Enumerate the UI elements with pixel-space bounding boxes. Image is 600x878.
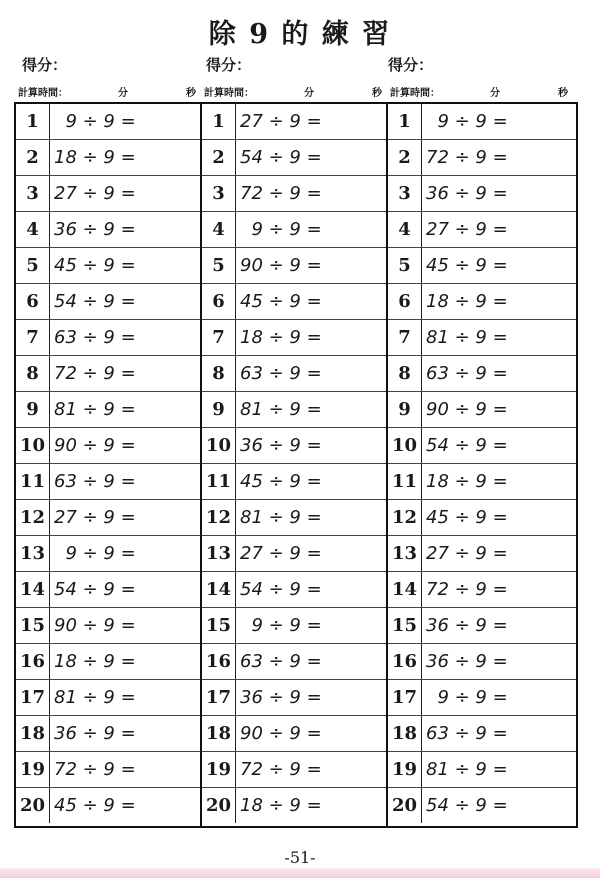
problem-text: 36 ÷ 9 =: [54, 723, 136, 744]
problem-number: 6: [202, 284, 236, 319]
problem-row: [202, 464, 386, 500]
seconds-label-3: 秒: [558, 88, 568, 99]
problem-text: 54 ÷ 9 =: [426, 795, 508, 816]
problem-row: [388, 284, 576, 320]
problem-text: 54 ÷ 9 =: [240, 147, 322, 168]
problem-number: 7: [16, 320, 50, 355]
problem-number: 17: [202, 680, 236, 715]
problem-number: 9: [388, 392, 422, 427]
problem-number: 5: [202, 248, 236, 283]
problem-text: 63 ÷ 9 =: [240, 651, 322, 672]
score-row: [22, 54, 582, 78]
problem-row: [388, 392, 576, 428]
problem-row: [16, 500, 200, 536]
problem-row: [202, 176, 386, 212]
problem-text: 36 ÷ 9 =: [240, 687, 322, 708]
problem-number: 16: [202, 644, 236, 679]
problem-row: [202, 572, 386, 608]
problem-number: 15: [16, 608, 50, 643]
problem-text: 72 ÷ 9 =: [54, 759, 136, 780]
page-number: -51-: [284, 848, 316, 867]
problem-number: 12: [16, 500, 50, 535]
problem-text: 45 ÷ 9 =: [426, 255, 508, 276]
problem-text: 90 ÷ 9 =: [54, 615, 136, 636]
problem-number: 4: [202, 212, 236, 247]
problem-number: 1: [388, 104, 422, 139]
problem-row: [388, 500, 576, 536]
problem-column: [388, 104, 576, 826]
problem-number: 15: [202, 608, 236, 643]
problem-number: 6: [388, 284, 422, 319]
problem-text: 45 ÷ 9 =: [54, 255, 136, 276]
problem-text: 18 ÷ 9 =: [240, 327, 322, 348]
problem-row: [202, 140, 386, 176]
problem-number: 20: [16, 788, 50, 823]
minutes-label-3: 分: [490, 88, 500, 99]
time-label-1: 計算時間：: [18, 88, 68, 99]
problem-row: [16, 788, 200, 826]
problem-row: [388, 356, 576, 392]
problem-number: 10: [388, 428, 422, 463]
problem-text: 45 ÷ 9 =: [54, 795, 136, 816]
problem-row: [16, 104, 200, 140]
time-label-3: 計算時間：: [390, 88, 440, 99]
problem-text: 90 ÷ 9 =: [426, 399, 508, 420]
problem-number: 2: [202, 140, 236, 175]
problem-number: 9: [202, 392, 236, 427]
problem-text: 63 ÷ 9 =: [240, 363, 322, 384]
problem-row: [16, 644, 200, 680]
problem-text: 81 ÷ 9 =: [240, 399, 322, 420]
title-text: 除 9 的 練 習: [208, 19, 392, 50]
problem-text: 63 ÷ 9 =: [54, 327, 136, 348]
problem-row: [202, 644, 386, 680]
problem-row: [16, 356, 200, 392]
problem-number: 8: [16, 356, 50, 391]
problem-row: [388, 176, 576, 212]
problem-number: 12: [202, 500, 236, 535]
problem-row: [388, 248, 576, 284]
problem-number: 4: [388, 212, 422, 247]
problem-text: 36 ÷ 9 =: [426, 615, 508, 636]
problem-text: 63 ÷ 9 =: [54, 471, 136, 492]
problem-number: 7: [388, 320, 422, 355]
problem-text: 9 ÷ 9 =: [240, 615, 322, 636]
problem-number: 12: [388, 500, 422, 535]
seconds-label-1: 秒: [186, 88, 196, 99]
problem-text: 54 ÷ 9 =: [54, 291, 136, 312]
problem-row: [16, 716, 200, 752]
problem-text: 90 ÷ 9 =: [240, 255, 322, 276]
problem-text: 27 ÷ 9 =: [54, 507, 136, 528]
problem-row: [16, 248, 200, 284]
problem-number: 16: [16, 644, 50, 679]
problem-number: 7: [202, 320, 236, 355]
problem-number: 18: [202, 716, 236, 751]
problem-number: 8: [202, 356, 236, 391]
time-block-3: [390, 84, 568, 99]
problem-text: 27 ÷ 9 =: [54, 183, 136, 204]
problem-text: 36 ÷ 9 =: [426, 651, 508, 672]
problem-number: 16: [388, 644, 422, 679]
problem-text: 36 ÷ 9 =: [54, 219, 136, 240]
problem-text: 72 ÷ 9 =: [426, 147, 508, 168]
problem-row: [388, 752, 576, 788]
problem-number: 3: [388, 176, 422, 211]
problem-row: [388, 572, 576, 608]
problem-text: 81 ÷ 9 =: [426, 759, 508, 780]
problem-column: [16, 104, 202, 826]
problem-row: [388, 536, 576, 572]
problem-text: 18 ÷ 9 =: [54, 651, 136, 672]
problem-number: 5: [388, 248, 422, 283]
problem-number: 20: [388, 788, 422, 823]
problem-text: 72 ÷ 9 =: [426, 579, 508, 600]
problem-number: 14: [202, 572, 236, 607]
problem-number: 14: [388, 572, 422, 607]
problem-text: 54 ÷ 9 =: [426, 435, 508, 456]
problem-text: 18 ÷ 9 =: [54, 147, 136, 168]
problem-number: 11: [16, 464, 50, 499]
problem-number: 19: [388, 752, 422, 787]
problem-number: 10: [202, 428, 236, 463]
score-label-2: 得分：: [206, 56, 252, 74]
problem-text: 63 ÷ 9 =: [426, 363, 508, 384]
problem-text: 9 ÷ 9 =: [54, 111, 136, 132]
problem-text: 45 ÷ 9 =: [426, 507, 508, 528]
problem-text: 36 ÷ 9 =: [426, 183, 508, 204]
problem-row: [202, 356, 386, 392]
problem-row: [388, 104, 576, 140]
problem-row: [202, 284, 386, 320]
problem-row: [388, 608, 576, 644]
problem-column: [202, 104, 388, 826]
problem-text: 90 ÷ 9 =: [54, 435, 136, 456]
problem-number: 15: [388, 608, 422, 643]
problem-text: 54 ÷ 9 =: [54, 579, 136, 600]
problem-row: [202, 536, 386, 572]
problem-number: 9: [16, 392, 50, 427]
problem-row: [16, 176, 200, 212]
problem-number: 11: [388, 464, 422, 499]
problem-row: [388, 140, 576, 176]
problem-text: 9 ÷ 9 =: [240, 219, 322, 240]
problem-number: 14: [16, 572, 50, 607]
problem-row: [16, 392, 200, 428]
problem-text: 81 ÷ 9 =: [240, 507, 322, 528]
problem-text: 81 ÷ 9 =: [426, 327, 508, 348]
problem-text: 9 ÷ 9 =: [426, 687, 508, 708]
minutes-label-2: 分: [304, 88, 314, 99]
problem-number: 18: [388, 716, 422, 751]
problem-text: 18 ÷ 9 =: [240, 795, 322, 816]
problem-row: [202, 428, 386, 464]
problem-row: [202, 212, 386, 248]
problem-number: 8: [388, 356, 422, 391]
problem-number: 4: [16, 212, 50, 247]
problem-number: 2: [388, 140, 422, 175]
problem-text: 72 ÷ 9 =: [240, 759, 322, 780]
problem-row: [388, 716, 576, 752]
problem-row: [202, 392, 386, 428]
score-label-1: 得分：: [22, 56, 68, 74]
problem-row: [16, 608, 200, 644]
problem-row: [16, 680, 200, 716]
problem-number: 6: [16, 284, 50, 319]
problem-row: [202, 716, 386, 752]
problem-row: [388, 644, 576, 680]
problem-row: [202, 500, 386, 536]
problem-text: 9 ÷ 9 =: [426, 111, 508, 132]
problem-row: [16, 428, 200, 464]
problem-text: 27 ÷ 9 =: [426, 543, 508, 564]
problem-row: [202, 320, 386, 356]
problem-text: 63 ÷ 9 =: [426, 723, 508, 744]
time-row: [18, 84, 584, 100]
decorative-band: [0, 868, 600, 878]
problem-text: 9 ÷ 9 =: [54, 543, 136, 564]
seconds-label-2: 秒: [372, 88, 382, 99]
problem-text: 27 ÷ 9 =: [426, 219, 508, 240]
problem-number: 13: [202, 536, 236, 571]
problem-text: 18 ÷ 9 =: [426, 471, 508, 492]
problem-text: 45 ÷ 9 =: [240, 471, 322, 492]
problem-row: [202, 680, 386, 716]
problem-text: 81 ÷ 9 =: [54, 399, 136, 420]
problem-text: 27 ÷ 9 =: [240, 543, 322, 564]
problem-number: 1: [16, 104, 50, 139]
problem-number: 17: [16, 680, 50, 715]
problem-row: [388, 464, 576, 500]
problem-text: 18 ÷ 9 =: [426, 291, 508, 312]
problem-number: 19: [16, 752, 50, 787]
problem-row: [202, 752, 386, 788]
time-label-2: 計算時間：: [204, 88, 254, 99]
problem-row: [202, 608, 386, 644]
problem-number: 13: [16, 536, 50, 571]
problem-text: 27 ÷ 9 =: [240, 111, 322, 132]
problem-row: [388, 428, 576, 464]
score-label-3: 得分：: [388, 56, 434, 74]
problem-row: [388, 788, 576, 826]
problem-row: [16, 320, 200, 356]
problem-row: [16, 536, 200, 572]
page-title: [0, 12, 600, 56]
problem-row: [16, 212, 200, 248]
problem-row: [202, 788, 386, 826]
problem-row: [16, 752, 200, 788]
problem-grid: [14, 102, 578, 828]
problem-row: [16, 572, 200, 608]
problem-row: [388, 320, 576, 356]
problem-text: 72 ÷ 9 =: [240, 183, 322, 204]
problem-number: 11: [202, 464, 236, 499]
problem-number: 1: [202, 104, 236, 139]
problem-number: 19: [202, 752, 236, 787]
problem-row: [16, 140, 200, 176]
time-block-1: [18, 84, 196, 99]
problem-number: 20: [202, 788, 236, 823]
problem-row: [388, 680, 576, 716]
problem-row: [16, 284, 200, 320]
problem-row: [202, 104, 386, 140]
time-block-2: [204, 84, 382, 99]
problem-text: 54 ÷ 9 =: [240, 579, 322, 600]
problem-number: 17: [388, 680, 422, 715]
problem-number: 18: [16, 716, 50, 751]
problem-number: 3: [202, 176, 236, 211]
problem-text: 45 ÷ 9 =: [240, 291, 322, 312]
problem-number: 13: [388, 536, 422, 571]
problem-text: 36 ÷ 9 =: [240, 435, 322, 456]
problem-number: 10: [16, 428, 50, 463]
problem-row: [16, 464, 200, 500]
problem-number: 2: [16, 140, 50, 175]
problem-row: [388, 212, 576, 248]
problem-text: 90 ÷ 9 =: [240, 723, 322, 744]
problem-number: 5: [16, 248, 50, 283]
problem-number: 3: [16, 176, 50, 211]
problem-row: [202, 248, 386, 284]
problem-text: 72 ÷ 9 =: [54, 363, 136, 384]
problem-text: 81 ÷ 9 =: [54, 687, 136, 708]
minutes-label-1: 分: [118, 88, 128, 99]
